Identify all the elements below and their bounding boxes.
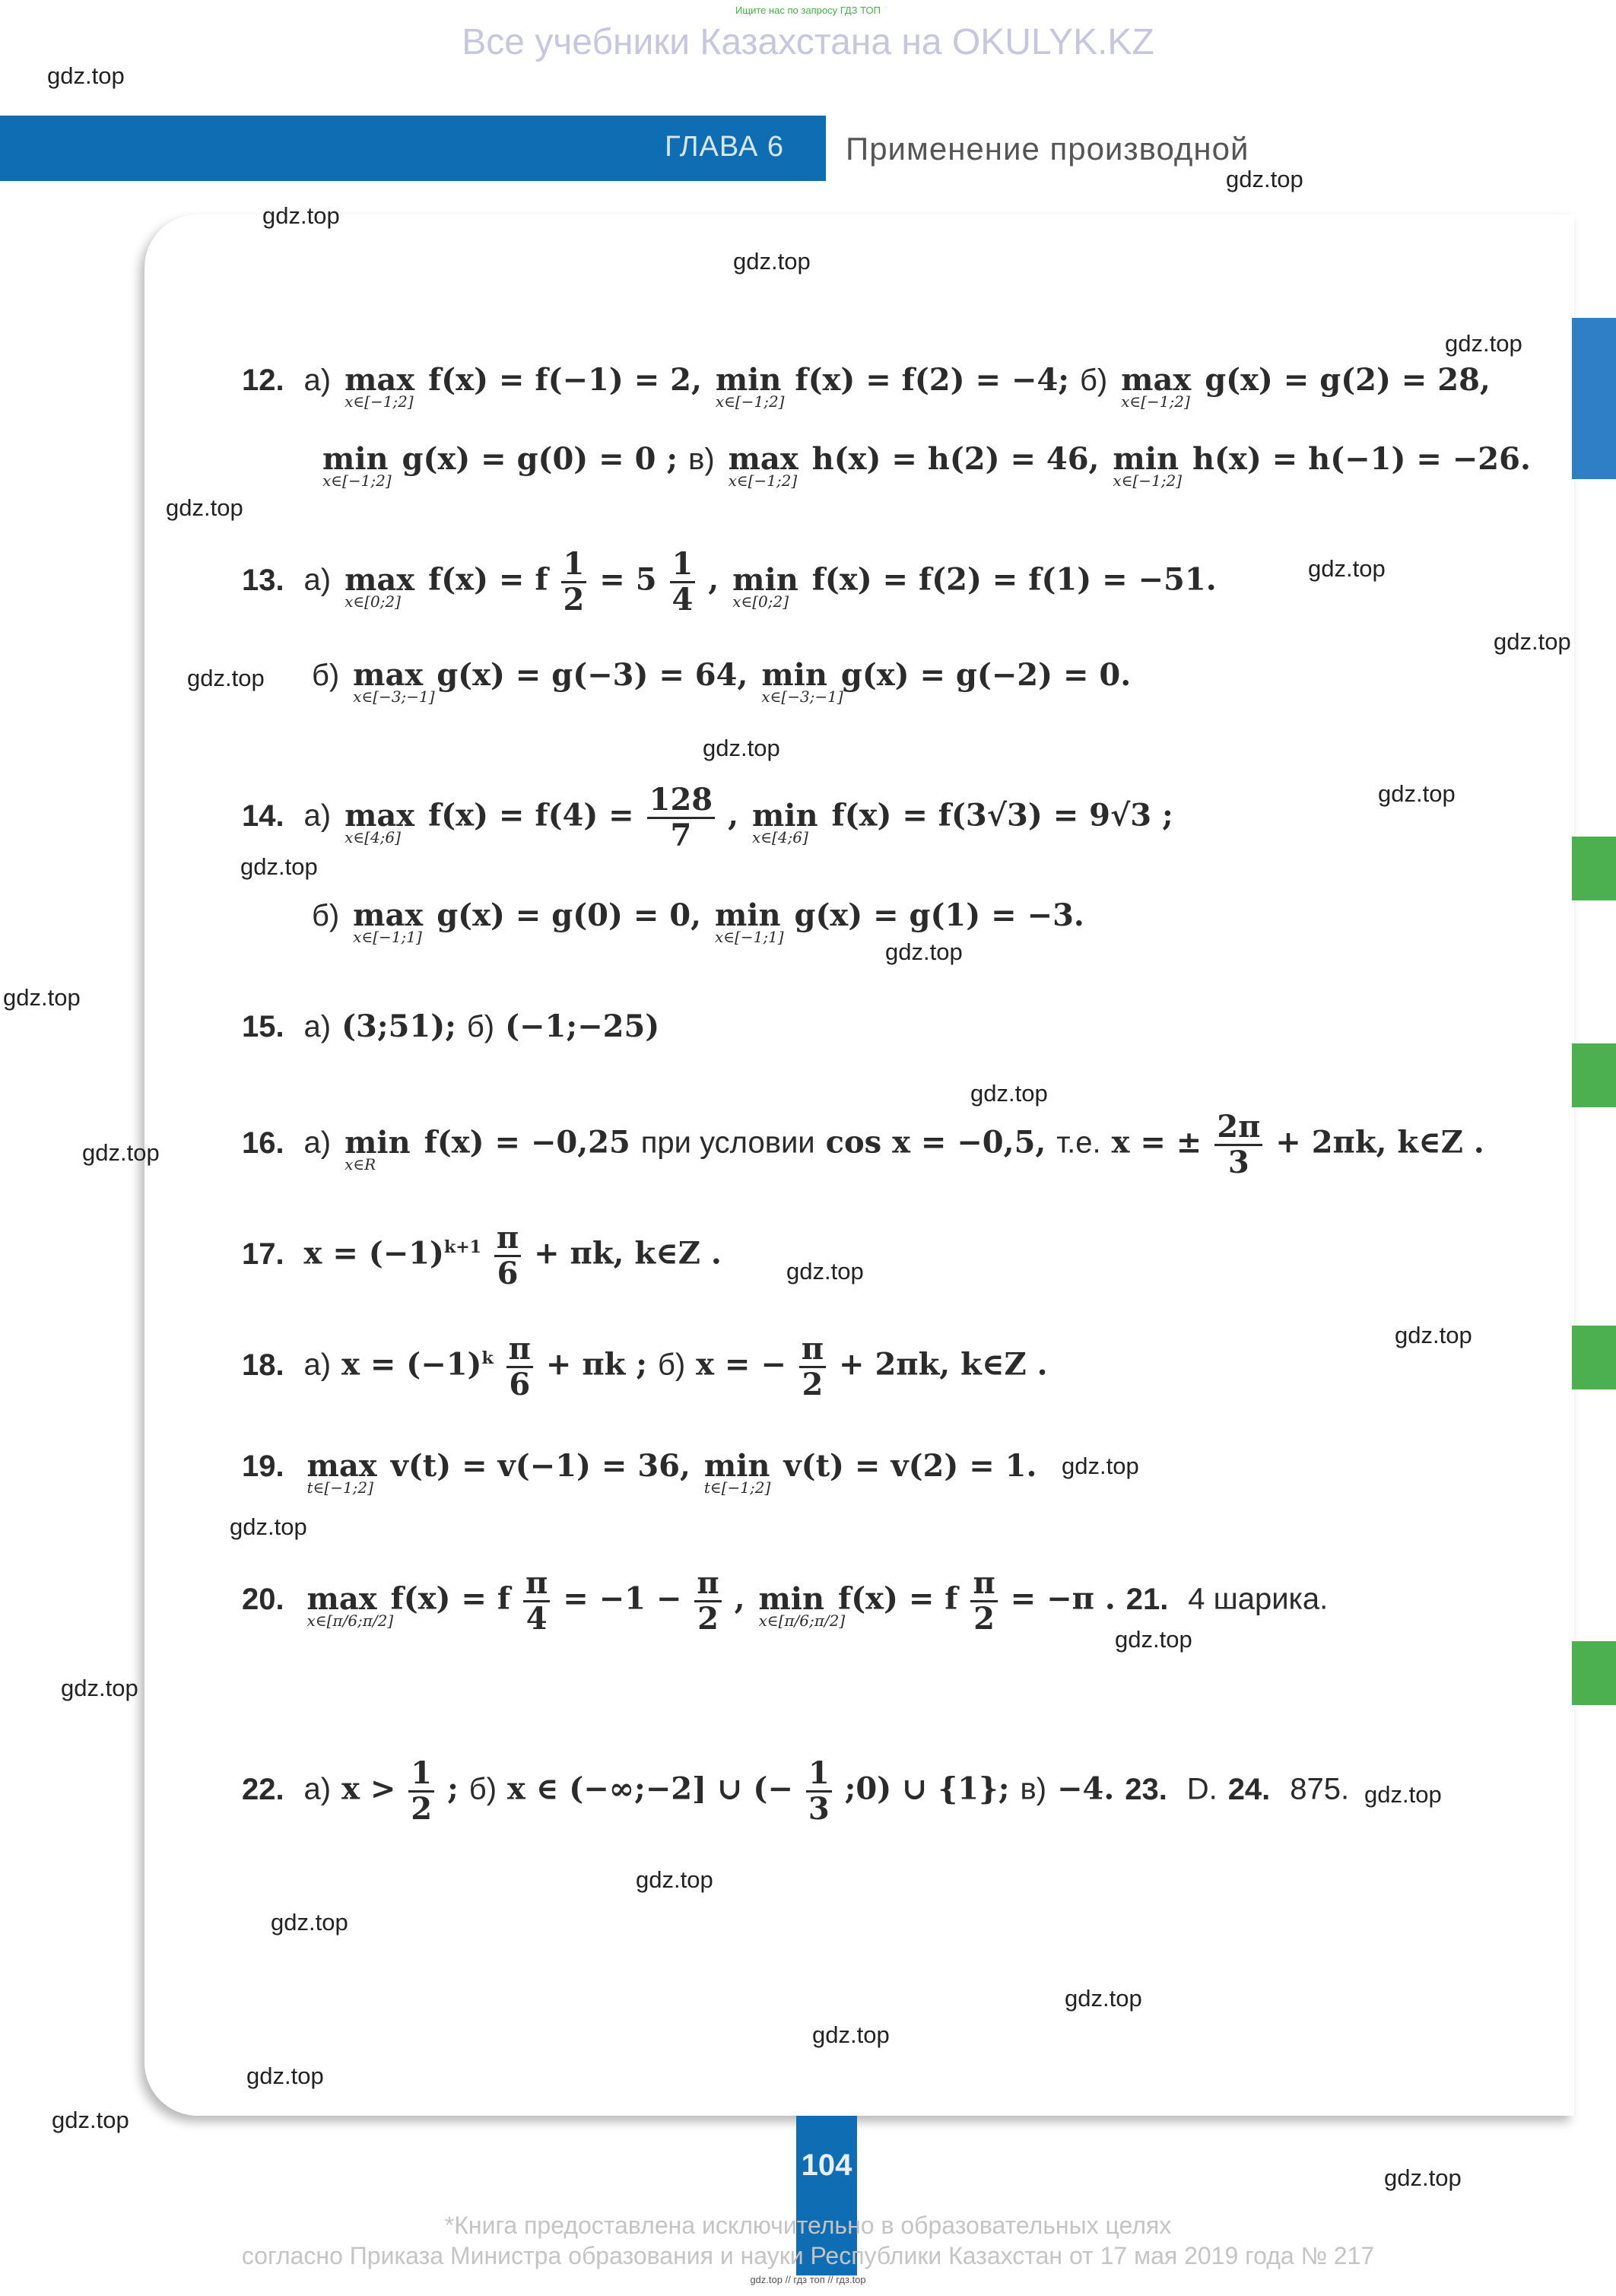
watermark: gdz.top	[1378, 780, 1456, 807]
side-tab-green	[1572, 837, 1616, 900]
footer-line-2: согласно Приказа Министра образования и науки Республики Казахстан от 17 мая 2019 года № 217	[241, 2242, 1375, 2269]
watermark: gdz.top	[3, 984, 81, 1011]
watermark: gdz.top	[786, 1258, 864, 1285]
side-tab-green	[1572, 1043, 1616, 1107]
watermark: gdz.top	[1308, 555, 1386, 582]
answer-19: 19. max t∈[−1;2] v(t) = v(−1) = 36, min t∈[−1;2] v(t) = v(2) = 1.	[242, 1448, 1037, 1497]
answer-18: 18. а) $x = (-1)^k$ $\frac{\pi}{6}$ + πk ; б) x = − $\frac{\pi}{2}$ + 2πk, k∈Z .	[242, 1331, 1048, 1402]
watermark: gdz.top	[1384, 2164, 1462, 2191]
watermark: gdz.top	[82, 1139, 160, 1166]
answer-22: 22. а) x > $\frac{1}{2}$ ; б) x ∈ (−∞;−2] ∪ (− $\frac{1}{3}$ ;0) ∪ {1}; в) −4. 23. D. 24. 875.	[242, 1755, 1350, 1827]
chapter-label: ГЛАВА 6	[665, 131, 784, 163]
watermark: gdz.top	[1226, 166, 1303, 192]
answer-15: 15. а) (3;51); б) (−1;−25)	[242, 1008, 660, 1044]
watermark: gdz.top	[885, 938, 963, 965]
answer-12-line-1: 12. а) max x∈[−1;2] f(x) = f(−1) = 2, min x∈[−1;2] f(x) = f(2) = −4; б) max x∈[−1;2] g(x) = g(2) = 28,	[242, 362, 1491, 411]
answer-17: 17. $x = (-1)^{k+1}$ $\frac{\pi}{6}$ + πk, k∈Z .	[242, 1220, 722, 1291]
watermark: gdz.top	[52, 2107, 129, 2133]
watermark: gdz.top	[1065, 1985, 1142, 2012]
top-note: Ищите нас по запросу ГДЗ ТОП	[735, 5, 881, 16]
watermark: gdz.top	[230, 1513, 307, 1540]
watermark: gdz.top	[636, 1866, 713, 1893]
answer-13-line-1: 13. а) max x∈[0;2] f(x) = f $\frac{1}{2}$ = 5 $\frac{1}{4}$ , min x∈[0;2] f(x) = f(2) = f(1) = −51.	[242, 546, 1217, 618]
side-tab-green	[1572, 1326, 1616, 1389]
watermark: gdz.top	[1062, 1453, 1139, 1479]
watermark: gdz.top	[187, 665, 265, 691]
answer-13-line-2: б) max x∈[−3;−1] g(x) = g(−3) = 64, min x∈[−3;−1] g(x) = g(−2) = 0.	[312, 657, 1132, 706]
page-number: 104	[801, 2148, 852, 2182]
answer-12-line-2: min x∈[−1;2] g(x) = g(0) = 0 ; в) max x∈[−1;2] h(x) = h(2) = 46, min x∈[−1;2] h(x) = h(−1) = −26.	[322, 441, 1531, 490]
watermark: gdz.top	[246, 2063, 324, 2089]
chapter-banner	[0, 116, 826, 181]
watermark: gdz.top	[1395, 1322, 1472, 1348]
site-title[interactable]: Все учебники Казахстана на OKULYK.KZ	[462, 22, 1154, 62]
answer-20: 20. max x∈[π/6;π/2] f(x) = f $\frac{\pi}{4}$ = −1 − $\frac{\pi}{2}$ , min x∈[π/6;π/2] f(x) = f $\frac{\pi}{2}$ = −π . 21. 4 шарика.	[242, 1565, 1329, 1637]
watermark: gdz.top	[970, 1080, 1048, 1107]
answer-14-line-2: б) max x∈[−1;1] g(x) = g(0) = 0, min x∈[−1;1] g(x) = g(1) = −3.	[312, 897, 1084, 946]
watermark: gdz.top	[271, 1909, 348, 1936]
watermark: gdz.top	[1445, 330, 1522, 357]
watermark: gdz.top	[61, 1675, 138, 1701]
answer-14-line-1: 14. а) max x∈[4;6] f(x) = f(4) = $\frac{128}{7}$ , min x∈[4;6] f(x) = f(3√3) = 9√3 ;	[242, 782, 1173, 853]
bottom-note: gdz.top // гдз топ // гдз.top	[750, 2274, 866, 2285]
watermark: gdz.top	[733, 248, 811, 275]
watermark: gdz.top	[703, 735, 780, 761]
watermark: gdz.top	[1115, 1626, 1192, 1653]
watermark: gdz.top	[240, 853, 318, 880]
watermark: gdz.top	[1364, 1781, 1442, 1808]
answer-16: 16. а) min x∈R f(x) = −0,25 при условии cos x = −0,5, т.е. x = ± $\frac{2\pi}{3}$ + 2πk, k∈Z .	[242, 1109, 1484, 1180]
watermark: gdz.top	[262, 202, 340, 229]
side-tab-green	[1572, 1641, 1616, 1705]
watermark: gdz.top	[166, 494, 243, 521]
side-tab-blue	[1572, 318, 1616, 479]
watermark: gdz.top	[812, 2021, 890, 2048]
footer-line-1: *Книга предоставлена исключительно в образовательных целях	[444, 2212, 1172, 2239]
watermark: gdz.top	[47, 62, 125, 89]
chapter-title: Применение производной	[846, 131, 1249, 167]
watermark: gdz.top	[1494, 628, 1571, 655]
